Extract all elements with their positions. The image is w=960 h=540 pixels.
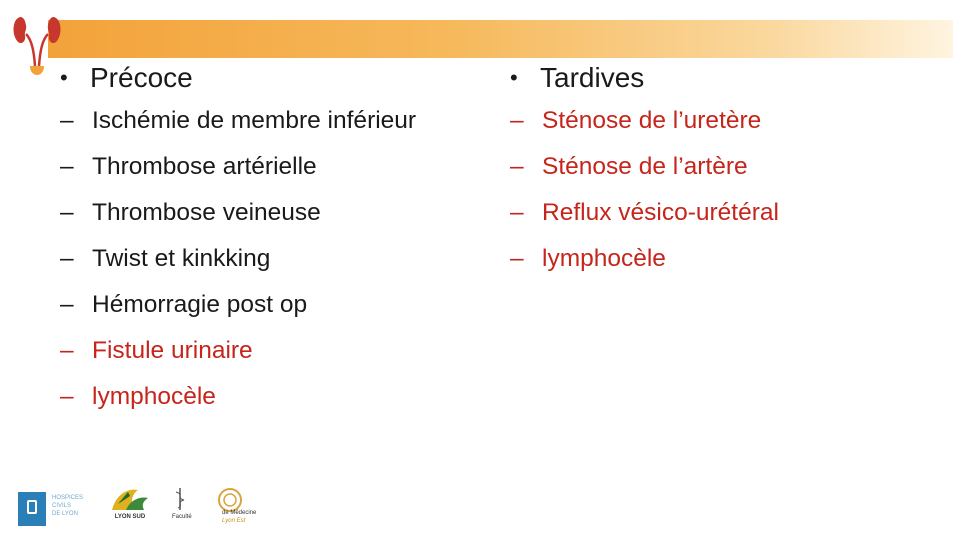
early-list: [60, 98, 440, 420]
list-item: [510, 144, 930, 190]
late-heading-text: Tardives: [540, 62, 645, 93]
hcl-logo: [18, 492, 104, 526]
late-complications-column: [510, 58, 930, 282]
list-item-text: Hémorragie post op: [92, 291, 308, 318]
dash-icon: –: [60, 245, 74, 272]
bullet-icon: •: [510, 65, 518, 90]
list-item: [60, 374, 440, 420]
early-heading: [60, 58, 440, 98]
dash-icon: –: [60, 337, 74, 364]
late-list: [510, 98, 930, 282]
list-item-text: Thrombose veineuse: [92, 199, 321, 226]
footer-logos: [14, 484, 264, 532]
list-item-text: Ischémie de membre inférieur: [92, 107, 417, 134]
faculty-text: Faculté: [172, 514, 192, 520]
faculty-text-medicine: de Médecine: [222, 510, 257, 516]
list-item: [60, 144, 440, 190]
list-item-text: Twist et kinkking: [92, 245, 271, 272]
list-item-text: Sténose de l’uretère: [542, 107, 762, 134]
caduceus-icon: [170, 486, 260, 512]
dash-icon: –: [60, 291, 74, 318]
hcl-logo-text: HOSPICES CIVILS DE LYON: [52, 495, 84, 517]
list-item-text: Thrombose artérielle: [92, 153, 317, 180]
bullet-icon: •: [60, 65, 68, 90]
list-item: [510, 190, 930, 236]
late-heading: [510, 58, 930, 98]
kidney-logo-icon: [12, 12, 62, 82]
list-item: [60, 328, 440, 374]
list-item-text: Sténose de l’artère: [542, 153, 748, 180]
list-item: [510, 98, 930, 144]
faculty-logo: [170, 486, 260, 532]
faculty-text-lyon-est: Lyon Est: [222, 518, 246, 524]
dash-icon: –: [510, 153, 524, 180]
list-item: [60, 282, 440, 328]
list-item: [60, 236, 440, 282]
dash-icon: –: [510, 245, 524, 272]
list-item: [60, 98, 440, 144]
list-item: [60, 190, 440, 236]
early-complications-column: [60, 58, 440, 420]
list-item-text: Fistule urinaire: [92, 337, 253, 364]
dash-icon: –: [60, 199, 74, 226]
dash-icon: –: [60, 153, 74, 180]
dash-icon: –: [60, 383, 74, 410]
hcl-building-icon: [18, 492, 46, 526]
early-heading-text: Précoce: [90, 62, 193, 93]
dash-icon: –: [60, 107, 74, 134]
lyon-sud-logo: [108, 484, 152, 532]
list-item-text: Reflux vésico-urétéral: [542, 199, 779, 226]
header-gradient-band: [48, 20, 953, 58]
list-item: [510, 236, 930, 282]
lyon-sud-text: LYON SUD: [114, 514, 146, 520]
lyon-sud-emblem-icon: [108, 484, 152, 514]
dash-icon: –: [510, 199, 524, 226]
list-item-text: lymphocèle: [542, 245, 666, 272]
list-item-text: lymphocèle: [92, 383, 216, 410]
dash-icon: –: [510, 107, 524, 134]
